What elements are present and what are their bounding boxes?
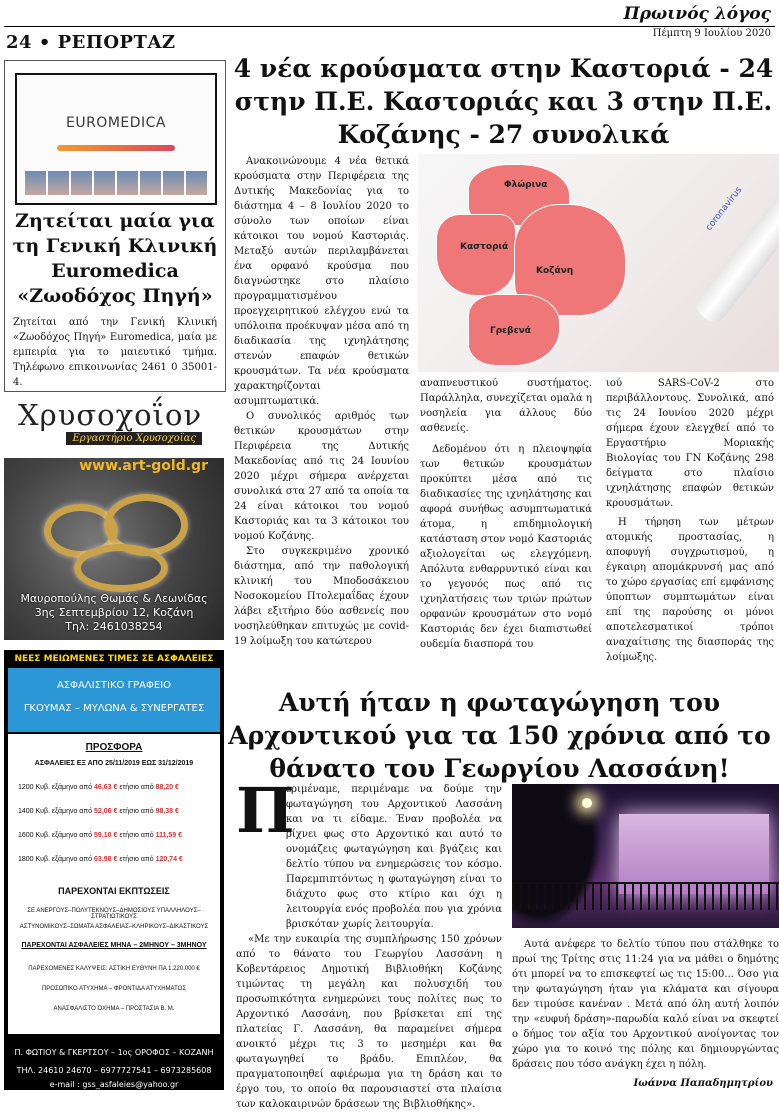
insurance-email: e-mail : gss_asfaleies@yahoo.gr (49, 1080, 179, 1089)
offer-title: ΠΡΟΣΦΟΡΑ (85, 742, 143, 753)
tube-label: coronavirus (704, 185, 745, 233)
article2-headline: Αυτή ήταν η φωταγώγηση του Αρχοντικού για τα 150 χρόνια από το θάνατο του Γεωργίου Λασσάνη! (228, 688, 771, 783)
author-byline: Ιωάννα Παπαδημητρίου (633, 1078, 773, 1089)
article1-column-1 (234, 154, 409, 664)
logo-swoosh (57, 145, 175, 151)
insurance-office-panel (8, 668, 220, 732)
fence-railing (512, 882, 779, 910)
article1-column-3 (606, 376, 774, 682)
jewelry-subtitle: Εργαστήριο Χρυσοχοΐας (66, 432, 202, 445)
insurance-phones: ΤΗΛ. 24610 24670 – 6977727541 – 6973285608 (16, 1066, 212, 1075)
jewelry-street: 3ης Σεπτεμβρίου 12, Κοζάνη (34, 606, 194, 619)
price-row: 1600 Κυβ. εξάμηνο από 59,10 € ετήσιο από 111,59 € (18, 832, 183, 839)
insurance-address: Π. ΦΩΤΙΟΥ & ΓΚΕΡΤΣΟΥ – 1ος ΟΡΟΦΟΣ – ΚΟΖΑΝΗ (14, 1048, 214, 1057)
paragraph: Ο συνολικός αριθμός των θετικών κρουσμάτων στην Περιφέρεια της Δυτικής Μακεδονίας από τις 24 Ιουνίου 2020 μέχρι σήμερα ανέρχεται συνολικά στα 27 από τα οποία τα 24 είναι κάτοικοι του νομού Καστοριάς και τα 3 κάτοικοι του νομού Κοζάνης. (234, 411, 409, 542)
paragraph: ιού SARS-CoV-2 στο περιβάλλοντους. Συνολικά, από τις 24 Ιουνίου 2020 μέχρι σήμερα έχουν ελεγχθεί από το Εργαστήριο Μοριακής Βιολογίας του ΓΝ Κοζάνης 298 δείγματα στο πλαίσιο ιχνηλάτησης επαφών θετικών κρουσμάτων. (606, 378, 774, 509)
price-row: 1400 Κυβ. εξάμηνο από 52,06 € ετήσιο από 98,38 € (18, 808, 179, 815)
section-title: 24 • ΡΕΠΟΡΤΑΖ (6, 32, 176, 53)
coverage-line: ΠΑΡΕΧΟΜΕΝΕΣ ΚΑΛΥΨΕΙΣ: ΑΣΤΙΚΗ ΕΥΘΥΝΗ ΠΑ 1.220.000 € (28, 966, 200, 972)
offer-period: ΑΣΦΑΛΕΙΕΣ ΕΞ ΑΠΟ 25/11/2019 ΕΩΣ 31/12/2019 (34, 760, 194, 767)
paragraph: Δεδομένου ότι η πλειοψηφία των θετικών κρουσμάτων προκύπτει μέσα από τις διαδικασίες της ιχνηλάτησης και αφορά συνήθως ασυμπτωματικά άτομα, η επιδημιολογική κατάσταση στον νομό Καστοριάς αξιολογείται ως ελεγχόμενη. Απόλυτα ενθαρρυντικό είναι και το γεγονός πως από τις ιχνηλατήσεις των τριών πρώτων ορφανών κρουσμάτων στο νομό Καστοριάς δεν έχει διαπιστωθεί ουδεμία διασπορά του (420, 444, 592, 650)
paragraph: Στο συγκεκριμένο χρονικό διάστημα, από την παθολογική κλινική του Μποδοσάκειου Νοσοκομείου Πτολεμαΐδας έχουν λάβει εξιτήριο δύο ασθενείς που νοσηλεύθηκαν επιτυχώς με covid-19 λοίμωξη του κατώτερου (234, 546, 409, 647)
ad-body: Ζητείται από την Γενική Κλινική «Ζωοδόχος Πηγή» Euromedica, μαία με εμπειρία για το μαιευτικό τμήμα. Τηλέφωνο επικοινωνίας 2461 0 35001-4. (13, 317, 217, 388)
article1-headline: 4 νέα κρούσματα στην Καστοριά - 24 στην Π.Ε. Καστοριάς και 3 στην Π.Ε. Κοζάνης - 27 συνολικά (233, 54, 774, 149)
mansion-night-photo (512, 784, 779, 928)
map-label: Κοζάνη (536, 266, 574, 276)
issue-date: Πέμπτη 9 Ιουλίου 2020 (652, 28, 771, 39)
paragraph: Ανακοινώνουμε 4 νέα θετικά κρούσματα στην Περιφέρεια της Δυτικής Μακεδονίας για το διάστημα 4 – 8 Ιουλίου 2020 το σύνολο των οποίων είναι κάτοικοι του νομού Καστοριάς. Μεταξύ αυτών περιλαμβάνεται ένα ορφανό κρούσμα που διαγνώστηκε στο πλαίσιο προγραμματισμένου προεγχειρητικού ελέγχου ενώ τα υπόλοιπα προέκυψαν μέσα από τη διαδικασία της ιχνηλάτησης στενών επαφών θετικών κρουσμάτων. Τα νέα κρούσματα χαρακτηρίζονται ασυμπτωματικά. (234, 156, 409, 407)
insurance-ad (4, 650, 224, 1090)
paragraph: «Με την ευκαιρία της συμπλήρωσης 150 χρόνων από το θάνατο του Γεωργίου Λασσάνη η Κοβεντάρειος Δημοτική Βιβλιοθήκη Κοζάνης τιμώντας τη μεγάλη και πολυσχιδή του προσωπικότητα ενημερώνει τους πολίτες πως το Αρχοντικό Λασσάνη, που βρίσκεται επί της πλατείας Γ. Λασσάνη, θα παραμείνει σήμερα ανοικτό μέχρι τις 3 το μεσημέρι και θα φωταγωγηθεί το βράδυ. Επιπλέον, θα πραγματοποιηθεί αφιέρωμα για τη δράση και το έργο του, το οποίο θα παρουσιαστεί στα πλαίσια των καλοκαιρινών δράσεων της Βιβλιοθήκης». (236, 934, 502, 1110)
ring-icon (74, 544, 168, 592)
jewelry-website: www.art-gold.gr (79, 458, 208, 474)
article2-column-2 (512, 937, 779, 1073)
ad-title: Ζητείται μαία για τη Γενική Κλινική Euromedica «Ζωοδόχος Πηγή» (12, 210, 218, 307)
price-row: 1800 Κυβ. εξάμηνο από 63,98 € ετήσιο από 120,74 € (18, 856, 183, 863)
jewelry-owners: Μαυροπούλης Θωμάς & Λεωνίδας (20, 592, 208, 605)
euromedica-logo: EUROMEDICA (65, 115, 167, 131)
discount-groups-2: ΑΣΤΥΝΟΜΙΚΟΥΣ–ΣΩΜΑΤΑ ΑΣΦΑΛΕΙΑΣ–ΚΛΗΡΙΚΟΥΣ–ΔΙΚΑΣΤΙΚΟΥΣ (19, 924, 209, 930)
monthly-policies: ΠΑΡΕΧΟΝΤΑΙ ΑΣΦΑΛΕΙΕΣ ΜΗΝΑ – 2ΜΗΝΟΥ – 3ΜΗΝΟΥ (21, 942, 207, 949)
lamp-icon (582, 798, 592, 808)
discount-groups-1: ΣΕ ΑΝΕΡΓΟΥΣ–ΠΟΛΥΤΕΚΝΟΥΣ–ΔΗΜΟΣΙΟΥΣ ΥΠΑΛΛΗΛΟΥΣ–ΣΤΡΑΤΙΩΤΙΚΟΥΣ (27, 908, 201, 920)
map-region-kastoria (436, 214, 516, 296)
region-map-image (418, 154, 779, 372)
coverage-line-b: ΑΝΑΣΦΑΛΙΣΤΟ ΟΧΗΜΑ – ΠΡΟΣΤΑΣΙΑ Β. Μ. (53, 1006, 175, 1012)
insurance-offer-panel (8, 734, 220, 1034)
paragraph: Αυτά ανέφερε το δελτίο τύπου που στάλθηκε το πρωί της Τρίτης στις 11:24 για να μάθει ο δημότης ότι μπορεί να το επισκεφτεί ως τις 15:00... Όσο για την φωταγώγηση ήταν για κλάματα και σίγουρα δεν τιμούσε κανέναν . Μετά από όλη αυτή λοιπόν την «ευφυή δράση»-παρωδία καλό είναι να σκεφτεί ο δήμος τον αξία του Αρχοντικού ανοίγοντας τον χώρο για το κοινό της πόλης και δημιουργώντας δράσεις που τόσο ανάγκη έχει η πόλη. (512, 939, 779, 1070)
discounts-title: ΠΑΡΕΧΟΝΤΑΙ ΕΚΠΤΩΣΕΙΣ (58, 886, 170, 896)
jewelry-phone: Τηλ: 2461038254 (65, 620, 163, 633)
coverage-line-a: ΠΡΟΣΩΠΙΚΟ ΑΤΥΧΗΜΑ – ΦΡΟΝΤΙΔΑ ΑΤΥΧΗΜΑΤΟΣ (41, 986, 187, 992)
insurance-owners: ΓΚΟΥΜΑΣ – ΜΥΛΩΝΑ & ΣΥΝΕΡΓΑΤΕΣ (23, 703, 205, 714)
insurance-office: ΑΣΦΑΛΙΣΤΙΚΟ ΓΡΑΦΕΙΟ (56, 680, 172, 691)
drop-cap: Π (236, 774, 295, 847)
paragraph: εριμέναμε, περιμέναμε να δούμε την φωταγώγηση του Αρχοντικού Λασσάνη και να τι είδαμε. Έναν προβολέα να ρίχνει φως στο Αρχοντικό και αυτό το ονομάζεις φωταγώγηση και βγάζεις και δελτίο τύπου να ενημερώσεις τον κόσμο. Παρεμπιπτόντως η φωταγώγηση είναι το διάχυτο φως στο κτίριο και όχι η λειτουργία ενός προβολέα που για χρόνια βρισκόταν χωρίς λειτουργία. (286, 784, 502, 930)
masthead: Πρωινός λόγος (623, 4, 771, 24)
article1-column-2 (420, 376, 592, 650)
insurance-headline: ΝΕΕΣ ΜΕΙΩΜΕΝΕΣ ΤΙΜΕΣ ΣΕ ΑΣΦΑΛΕΙΕΣ (14, 654, 214, 664)
jewelry-name: Χρυσοχοΐον (18, 398, 203, 432)
jewelry-address (4, 592, 224, 634)
euromedica-logo-panel (15, 73, 217, 205)
price-row: 1200 Κυβ. εξάμηνο από 46,63 € ετήσιο από 88,20 € (18, 784, 179, 791)
clinic-photo-strip (25, 171, 207, 195)
map-label: Καστοριά (460, 242, 509, 252)
paragraph: Η τήρηση των μέτρων ατομικής προστασίας, η αποφυγή συγχρωτισμού, η έγκαιρη απομάκρυνσή μας από το χώρο εργασίας επί εμφάνισης ύποπτων συμπτωμάτων είναι επί της παρούσης οι μόνοι αποτελεσματικοί τρόποι αναχαίτισης της διασποράς της λοίμωξης. (606, 517, 774, 663)
map-label: Γρεβενά (490, 326, 531, 336)
paragraph: αναπνευστικού συστήματος. Παράλληλα, συνεχίζεται ομαλά η νοσηλεία για άλλους δύο ασθενείς. (420, 378, 592, 434)
euromedica-ad (4, 60, 226, 392)
jewelry-ad (4, 394, 224, 640)
header-rule (4, 26, 775, 27)
map-label: Φλώρινα (504, 180, 548, 190)
article2-column-1 (236, 774, 502, 1110)
jewelry-brand-band (4, 394, 224, 458)
